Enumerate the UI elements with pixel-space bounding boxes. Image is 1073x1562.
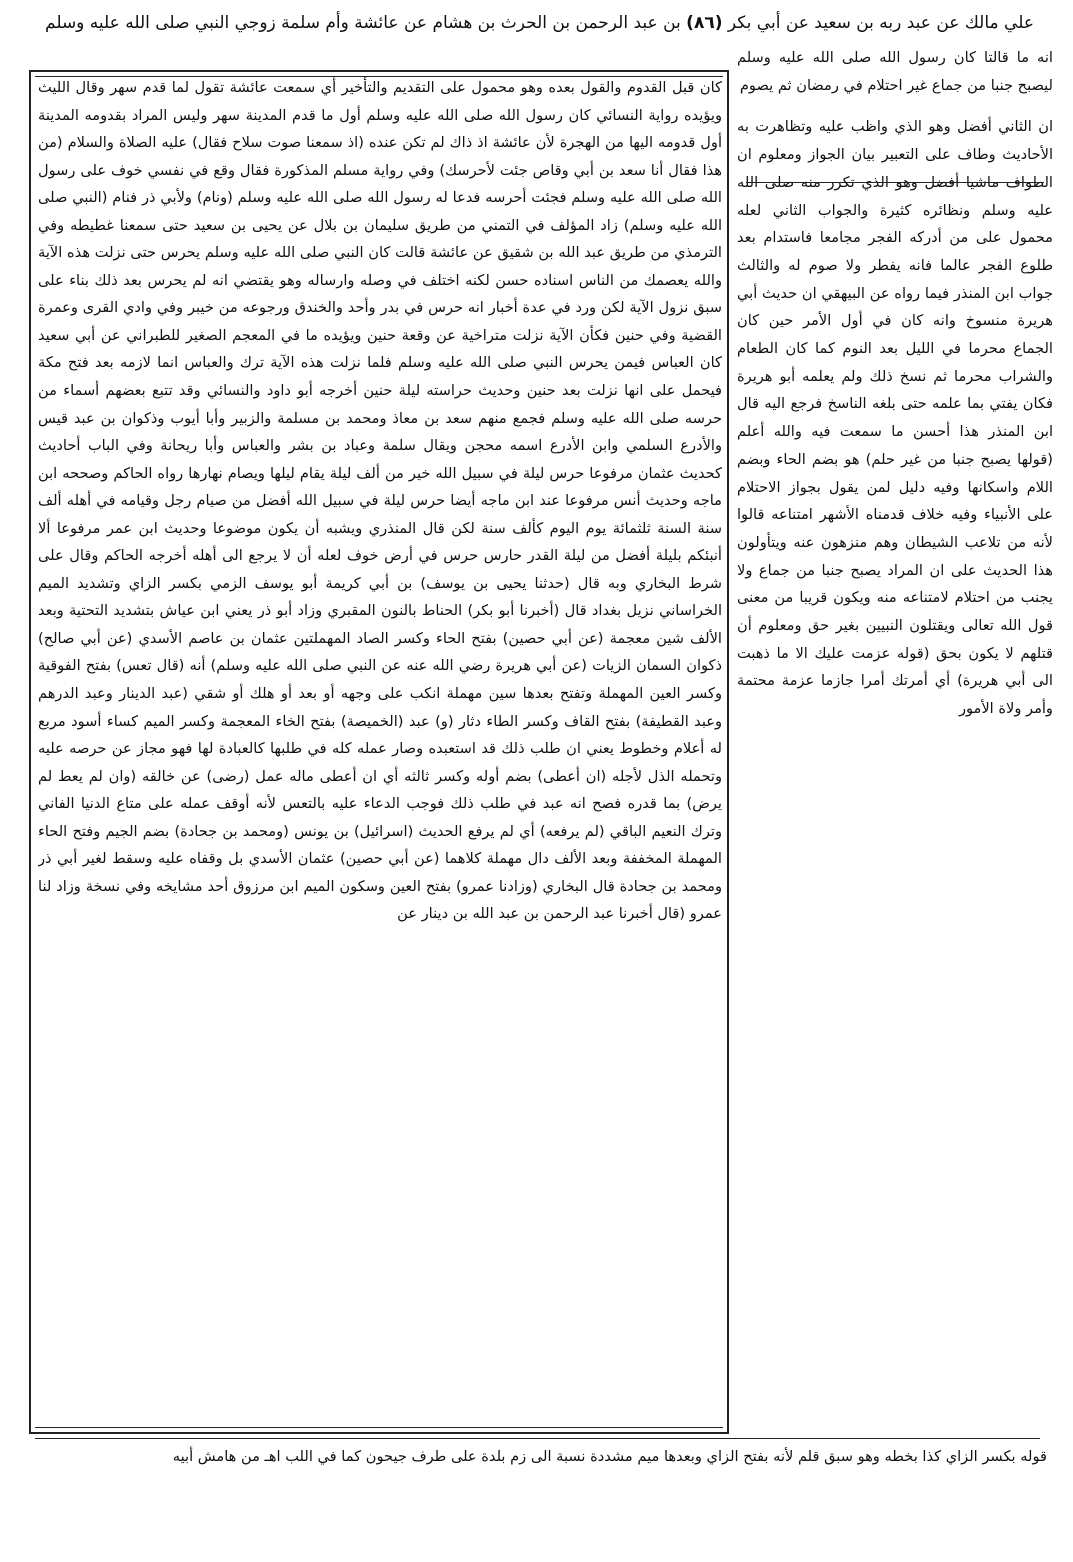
marginal-paragraph-1: انه ما قالتا كان رسول الله صلى الله عليه وسلم ليصبح جنبا من جماع غير احتلام في رمضان ثم يصوم [737, 49, 1053, 94]
footnote-divider [35, 1438, 1040, 1439]
marginal-gap [737, 99, 1053, 113]
header-right-text: علي مالك عن عبد ربه بن سعيد عن أبي بكر [727, 13, 1034, 33]
running-header [22, 6, 1057, 40]
footnote-text: قوله بكسر الزاي كذا بخطه وهو سبق قلم لأنه بفتح الزاي وبعدها ميم مشددة نسبة الى زم بلدة على طرف جيحون كما في اللب اهـ من هامش أبيه [172, 1448, 1047, 1465]
marginal-paragraph-2: ان الثاني أفضل وهو الذي واظب عليه وتظاهرت به الأحاديث وطاف على التعبير بيان الجواز ومعلوم ان الطواف ماشيا أفضل وهو الذي تكرر منه صلى الله عليه وسلم ونظائره كثيرة والجواب الثاني لعله محمول على من أدركه الفجر مجامعا فاستدام بعد طلوع الفجر عالما فانه يفطر ولا صوم له والثالث جواب ابن المنذر فيما رواه عن البيهقي ان حديث أبي هريرة منسوخ وانه كان في أول الأمر حين كان الجماع محرما في الليل بعد النوم كما كان الطعام والشراب محرما ثم نسخ ذلك ولم يعلمه أبو هريرة فكان يفتي بما علمه حتى بلغه الناسخ فرجع اليه قال ابن المنذر هذا أحسن ما سمعت فيه والله أعلم (قولها يصبح جنبا من غير حلم) هو بضم الحاء وبضم اللام واسكانها وفيه دليل لمن يقول بجواز الاحتلام على الأنبياء وفيه خلاف قدمناه الأشهر امتناعه قالوا لأنه من تلاعب الشيطان وهم منزهون عنه ويتأولون هذا الحديث على ان المراد يصبح جنبا من جماع ولا يجنب من احتلام لامتناعه منه ويكون قريبا من معنى قول الله تعالى ويقتلون النبيين بغير حق ومعلوم أن قتلهم لا يكون بحق (قوله عزمت عليك الا ما ذهبت الى أبي هريرة) أي أمرتك أمرا جازما عزمة محتمة وأمر ولاة الأمور [737, 118, 1053, 718]
header-left-text: بن عبد الرحمن بن الحرث بن هشام عن عائشة وأم سلمة زوجي النبي صلى الله عليه وسلم [45, 13, 681, 33]
footnote [35, 1442, 1047, 1522]
page-number: (٨٦) [686, 13, 723, 33]
main-paragraph: كان قبل القدوم والقول بعده وهو محمول على التقديم والتأخير أي سمعت عائشة تقول لما قدم سهر وقال الليث ويؤيده رواية النسائي كان رسول الله صلى الله عليه وسلم أول ما قدم المدينة سهر وليس المراد بقدومه المدينة أول قدومه اليها من الهجرة لأن عائشة اذ ذاك لم تكن عنده (اذ سمعنا صوت سلاح فقال) عليه الصلاة والسلام (من هذا فقال أنا سعد بن أبي وقاص جئت لأحرسك) وفي رواية مسلم المذكورة فقال وقع في نفسي خوف على رسول الله صلى الله عليه وسلم فجئت أحرسه فدعا له رسول الله صلى الله عليه وسلم (ونام) ولأبي ذر فنام (النبي صلى الله عليه وسلم) زاد المؤلف في التمني من طريق سليمان بن بلال عن يحيى بن سعيد حتى سمعنا غطيطه وفي الترمذي من طريق عبد الله بن شقيق عن عائشة قالت كان النبي صلى الله عليه وسلم يحرس حتى نزلت هذه الآية والله يعصمك من الناس اسناده حسن لكنه اختلف في وصله وارساله وهو يقتضي انه لم يحرس بعد ذلك بناء على سبق نزول الآية لكن ورد في عدة أخبار انه حرس في بدر وأحد والخندق ورجوعه من خيبر وفي وادي القرى وعمرة القضية وفي حنين فكأن الآية نزلت متراخية عن وقعة حنين ويؤيده ما في المعجم الصغير للطبراني عن أبي سعيد كان العباس فيمن يحرس النبي صلى الله عليه وسلم فلما نزلت هذه الآية ترك والعباس انما لازمه بعد فتح مكة فيحمل على انها نزلت بعد حنين وحديث حراسته ليلة حنين أخرجه أبو داود والنسائي وقد تتبع بعضهم أسماء من حرسه صلى الله عليه وسلم فجمع منهم سعد بن معاذ ومحمد بن مسلمة والزبير وأبا أيوب وذكوان بن عبد قيس والأدرع السلمي وابن الأدرع اسمه محجن ويقال سلمة وعباد بن بشر والعباس وأبا ريحانة وفي الباب أحاديث كحديث عثمان مرفوعا حرس ليلة في سبيل الله خير من ألف ليلة يقام ليلها ويصام نهارها رواه الحاكم وصححه ابن ماجه وحديث أنس مرفوعا عند ابن ماجه أيضا حرس ليلة في سبيل الله أفضل من صيام رجل وقيامه في أهله ألف سنة السنة ثلثمائة يوم اليوم كألف سنة لكن قال المنذري ويشبه أن يكون موضوعا وحديث ابن عمر مرفوعا ألا أنبئكم بليلة أفضل من ليلة القدر حارس حرس في أرض خوف لعله أن لا يرجع الى أهله أخرجه الحاكم وقال على شرط البخاري وبه قال (حدثنا يحيى بن يوسف) بن أبي كريمة أبو يوسف الزمي بكسر الزاي وتشديد الميم الخراساني نزيل بغداد قال (أخبرنا أبو بكر) الحناط بالنون المقبري وزاد أبو ذر يعني ابن عياش بتشديد التحتية وبعد الألف شين معجمة (عن أبي حصين) بفتح الحاء وكسر الصاد المهملتين عثمان بن عاصم الأسدي (عن أبي صالح) ذكوان السمان الزيات (عن أبي هريرة رضي الله عنه عن النبي صلى الله عليه وسلم) أنه (قال تعس) بفتح الفوقية وكسر العين المهملة وتفتح بعدها سين مهملة انكب على وجهه أو بعد أو هلك أو شقي (عبد الدينار وعبد الدرهم وعبد القطيفة) بفتح القاف وكسر الطاء دثار (و) عبد (الخميصة) بفتح الخاء المعجمة وكسر الميم كساء أسود مربع له أعلام وخطوط يعني ان طلب ذلك قد استعبده وصار عمله كله في طلبها كالعبادة لها فهو مجاز عن حرصه عليه وتحمله الذل لأجله (ان أعطى) بضم أوله وكسر ثالثه أي ان أعطى ماله عمل (رضى) عن خالقه (وان لم يعط لم يرض) بما قدره فصح انه عبد في طلب ذلك فوجب الدعاء عليه بالتعس لأنه أوقف عمله على متاع الدنيا الفاني وترك النعيم الباقي (لم يرفعه) أي لم يرفع الحديث (اسرائيل) بن يونس (ومحمد بن جحادة) بضم الجيم وفتح الحاء المهملة المخففة وبعد الألف دال مهملة كلاهما (عن أبي حصين) عثمان الأسدي بل وقفاه عليه وسقط لغير أبي ذر ومحمد بن جحادة قال البخاري (وزادنا عمرو) بفتح العين وسكون الميم ابن مرزوق أحد مشايخه وفي نسخة وزاد لنا عمرو (قال أخبرنا عبد الرحمن بن عبد الله بن دينار عن [38, 79, 722, 923]
marginal-divider [746, 182, 1044, 183]
marginal-commentary [737, 44, 1053, 1434]
commentary-main-text [38, 74, 722, 1430]
